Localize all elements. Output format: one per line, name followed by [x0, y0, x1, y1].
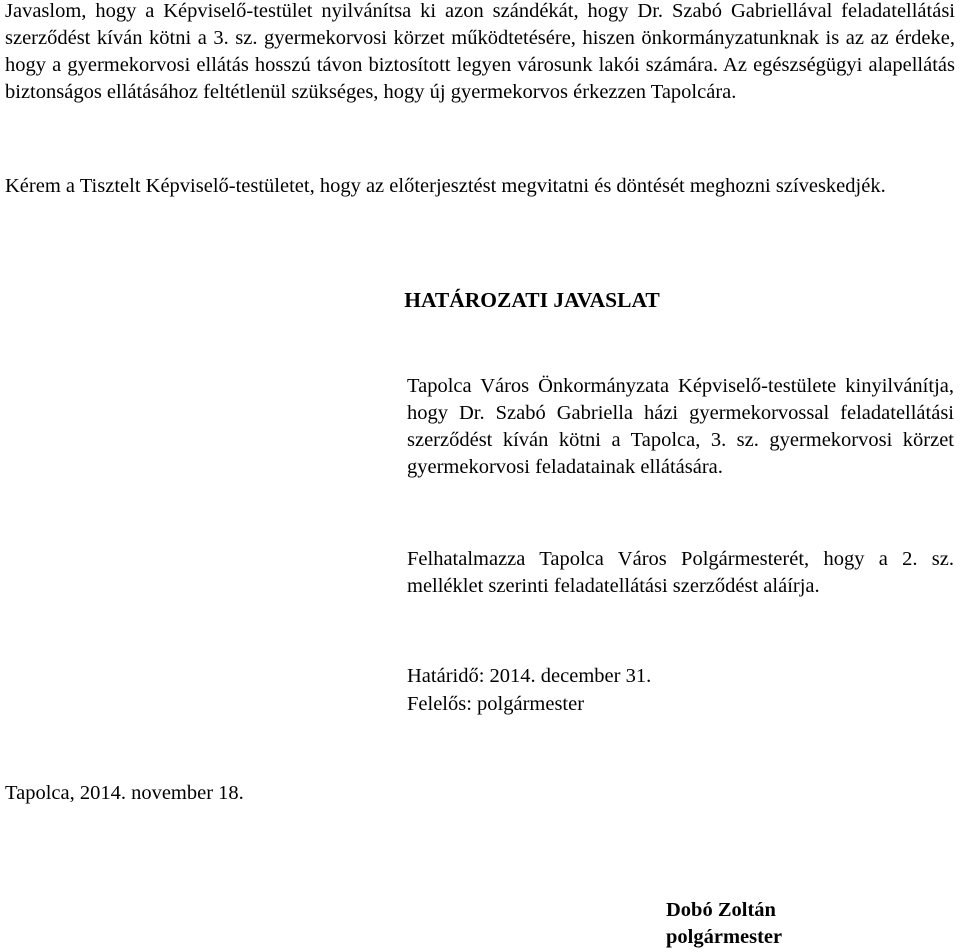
resolution-responsible: Felelős: polgármester [407, 693, 585, 715]
intro-paragraph-2: Kérem a Tisztelt Képviselő-testületet, hogy az előterjesztést megvitatni és döntését meghozni szíveskedjék. [5, 175, 886, 197]
signature-name: Dobó Zoltán [666, 899, 776, 921]
intro-paragraph-1: Javaslom, hogy a Képviselő-testület nyilvánítsa ki azon szándékát, hogy Dr. Szabó Gabriellával feladatellátási szerződést kíván kötni a 3. sz. gyermekorvosi körzet működtetésére, hiszen önkormányzatunknak is az az érdeke, hogy a gyermekorvosi ellátás hosszú távon biztosított legyen városunk lakói számára. Az egészségügyi alapellátás biztonságos ellátásához feltétlenül szükséges, hogy új gyermekorvos érkezzen Tapolcára. [5, 0, 955, 103]
resolution-heading: HATÁROZATI JAVASLAT [404, 288, 660, 312]
signature-block [666, 897, 782, 951]
resolution-deadline: Határidő: 2014. december 31. [407, 665, 652, 687]
resolution-paragraph-1: Tapolca Város Önkormányzata Képviselő-testülete kinyilvánítja, hogy Dr. Szabó Gabriella házi gyermekorvossal feladatellátási szerződést kíván kötni a Tapolca, 3. sz. gyermekorvosi körzet gyermekorvosi feladatainak ellátására. [407, 375, 954, 478]
place-date: Tapolca, 2014. november 18. [5, 782, 244, 804]
signature-title: polgármester [666, 926, 783, 948]
resolution-paragraph-2: Felhatalmazza Tapolca Város Polgármesterét, hogy a 2. sz. melléklet szerinti feladatellátási szerződést aláírja. [407, 548, 954, 597]
